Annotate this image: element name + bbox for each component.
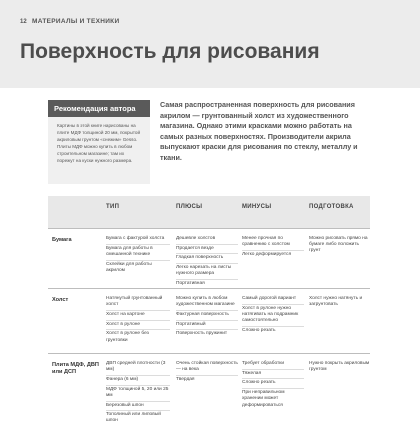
type-cell: Холст в рулоне: [106, 321, 170, 331]
page-number: 12: [20, 19, 27, 25]
cons-cell: Требует обработки: [242, 360, 304, 370]
type-cell: Натянутый грунтованный холст: [106, 295, 170, 311]
type-cell: Холст в рулоне без грунтовки: [106, 331, 149, 343]
pros-cell: Поверхность пружинит: [176, 331, 228, 337]
row-name: Бумага: [52, 237, 72, 243]
type-cell: Холст на картоне: [106, 311, 170, 321]
page-header: [0, 0, 420, 88]
cons-cell: Сложно резать: [242, 379, 304, 389]
table-row-board: [48, 353, 370, 427]
type-cell: Бумага с фактурой холста: [106, 235, 170, 245]
section-title: МАТЕРИАЛЫ И ТЕХНИКИ: [32, 18, 120, 25]
header-prep: ПОДГОТОВКА: [309, 204, 354, 210]
author-tip-heading: Рекомендация автора: [48, 100, 150, 117]
type-cell: Фанера (6 мм): [106, 376, 170, 386]
pros-cell: Можно купить в любом художественном магазине: [176, 295, 238, 311]
page-title: Поверхность для рисования: [20, 40, 320, 63]
pros-cell: Портативная: [176, 281, 205, 287]
cons-cell: При неправильном хранении может деформироваться: [242, 390, 285, 408]
surfaces-table: [48, 196, 370, 427]
cons-cell: Легко деформируется: [242, 251, 292, 257]
header-type: ТИП: [106, 204, 120, 210]
intro-paragraph: Самая распространенная поверхность для рисования акрилом — грунтованный холст из художественного магазина. Однако этими красками можно работать на самых разных поверхностях. Производители акрила выпускают краски для рисования по стеклу, металлу и ткани.: [160, 100, 358, 162]
prep-cell: Холст нужно натянуть и загрунтовать: [309, 296, 363, 308]
author-tip-box: [48, 100, 150, 184]
cons-cell: Менее прочная по сравнению с холстом: [242, 235, 304, 251]
cons-cell: Сложно резать: [242, 327, 276, 333]
row-name: Холст: [52, 297, 69, 303]
type-cell: Тополиный или липовый шпон: [106, 412, 161, 424]
cons-cell: Тяжелая: [242, 370, 304, 380]
pros-cell: Легко нарезать на листы нужного размера: [176, 264, 238, 280]
pros-cell: Дешевле холстов: [176, 235, 238, 245]
pros-cell: Фактурная поверхность: [176, 311, 238, 321]
pros-cell: Продается везде: [176, 245, 238, 255]
type-cell: Бумага для работы в смешанной технике: [106, 245, 170, 261]
pros-cell: Гладкая поверхность: [176, 254, 238, 264]
table-row-paper: [48, 228, 370, 288]
prep-cell: Нужно покрыть акриловым грунтом: [309, 361, 370, 373]
cons-cell: Холст в рулоне нужно натягивать на подрамник самостоятельно: [242, 305, 304, 327]
header-pros: ПЛЮСЫ: [176, 204, 203, 210]
table-header: [48, 196, 370, 228]
author-tip-text: Картины в этой книге нарисованы на плите МДФ толщиной 20 мм, покрытой акриловым грунтом «снежим» Gesso. Плиты МДФ можно купить в любом строительном магазине; там их порежут на куски нужного размера.: [57, 123, 141, 163]
cons-cell: Самый дорогой вариант: [242, 295, 304, 305]
header-cons: МИНУСЫ: [242, 204, 272, 210]
type-cell: Березовый шпон: [106, 402, 170, 412]
pros-cell: Портативный: [176, 321, 238, 331]
prep-cell: Можно рисовать прямо на бумаге либо положить грунт: [309, 236, 368, 254]
type-cell: ДВП средней плотности (3 мм): [106, 360, 170, 376]
type-cell: Склейки для работы акрилом: [106, 261, 152, 273]
table-row-canvas: [48, 288, 370, 353]
pros-cell: Твердая: [176, 376, 195, 382]
type-cell: МДФ толщиной 5, 20 или 25 мм: [106, 386, 170, 402]
pros-cell: Очень стойкая поверхность — на века: [176, 360, 238, 376]
row-name: Плита МДФ, ДВП или ДСП: [52, 362, 99, 375]
